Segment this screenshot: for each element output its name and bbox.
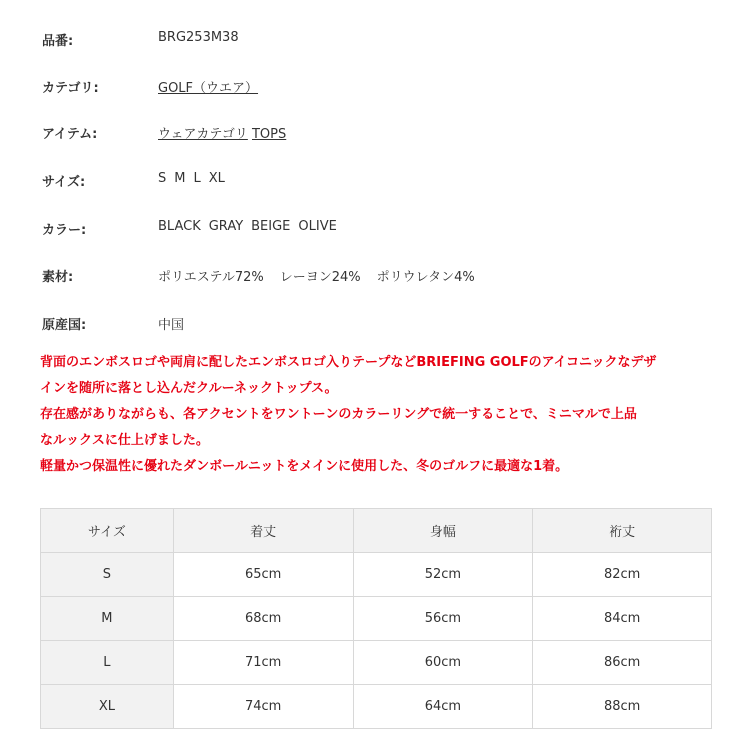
table-cell: 65cm [173, 553, 353, 597]
table-cell: 64cm [353, 685, 533, 729]
size-option: S [158, 171, 167, 186]
table-cell: 86cm [533, 641, 712, 685]
spec-label: 原産国: [42, 318, 87, 333]
description-line: 存在感がありながらも、各アクセントをワントーンのカラーリングで統一することで、ミニマルで上品 [40, 407, 637, 422]
table-row [41, 597, 712, 641]
color-option: BLACK [158, 219, 201, 234]
size-cell: S [41, 553, 174, 597]
header-size: サイズ [41, 509, 174, 553]
size-chart-table [40, 508, 712, 729]
material-item: ポリエステル72% [158, 270, 264, 285]
header-length: 着丈 [173, 509, 353, 553]
spec-value [158, 171, 225, 186]
table-cell: 84cm [533, 597, 712, 641]
description-line: インを随所に落とし込んだクルーネックトップス。 [40, 381, 338, 396]
size-cell: M [41, 597, 174, 641]
table-cell: 52cm [353, 553, 533, 597]
product-description [40, 350, 720, 480]
description-line: なルックスに仕上げました。 [40, 433, 209, 448]
table-cell: 71cm [173, 641, 353, 685]
spec-label: サイズ: [42, 175, 86, 190]
material-item: レーヨン24% [279, 270, 361, 285]
table-cell: 88cm [533, 685, 712, 729]
color-option: BEIGE [251, 219, 291, 234]
spec-value: 中国 [158, 318, 185, 333]
size-option: L [193, 171, 201, 186]
spec-value [158, 123, 286, 142]
table-row [41, 641, 712, 685]
size-option: XL [208, 171, 225, 186]
tops-link[interactable]: TOPS [251, 127, 287, 142]
spec-label: 品番: [42, 34, 74, 49]
size-cell: XL [41, 685, 174, 729]
table-row [41, 685, 712, 729]
category-link[interactable]: GOLF（ウエア） [158, 81, 259, 96]
table-cell: 60cm [353, 641, 533, 685]
color-option: OLIVE [298, 219, 337, 234]
description-line: 背面のエンボスロゴや両肩に配したエンボスロゴ入りテープなどBRIEFING GOLFのアイコニックなデザ [40, 355, 657, 370]
table-cell: 56cm [353, 597, 533, 641]
header-sleeve: 裄丈 [533, 509, 712, 553]
wear-category-link[interactable]: ウェアカテゴリ [158, 127, 248, 142]
material-item: ポリウレタン4% [376, 270, 475, 285]
color-option: GRAY [208, 219, 244, 234]
size-option: M [174, 171, 186, 186]
spec-value [158, 77, 258, 96]
spec-label: カラー: [42, 223, 87, 238]
description-line: 軽量かつ保温性に優れたダンボールニットをメインに使用した、冬のゴルフに最適な1着。 [40, 459, 569, 474]
table-cell: 68cm [173, 597, 353, 641]
table-cell: 82cm [533, 553, 712, 597]
table-row [41, 553, 712, 597]
table-header-row [41, 509, 712, 553]
spec-label: カテゴリ: [42, 81, 99, 96]
spec-label: アイテム: [42, 127, 98, 142]
spec-value [158, 219, 337, 234]
spec-value: BRG253M38 [158, 30, 239, 45]
spec-value [158, 266, 475, 285]
spec-label: 素材: [42, 270, 74, 285]
size-cell: L [41, 641, 174, 685]
header-width: 身幅 [353, 509, 533, 553]
table-cell: 74cm [173, 685, 353, 729]
